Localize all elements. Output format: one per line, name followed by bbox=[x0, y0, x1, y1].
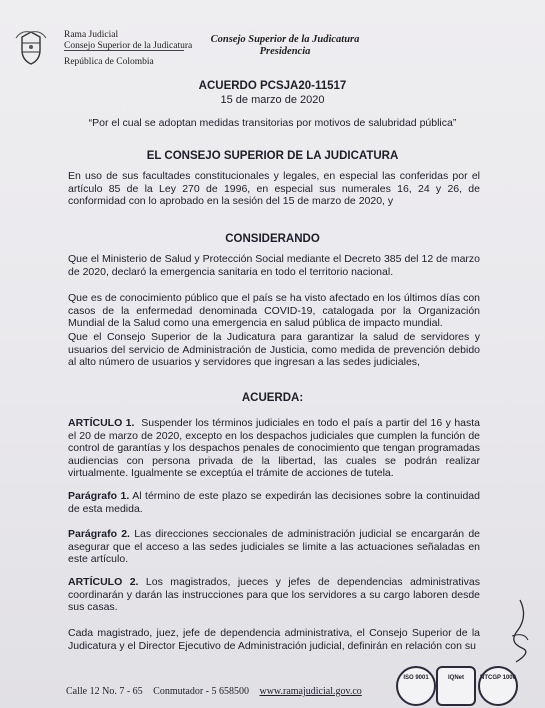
council-office: Presidencia bbox=[259, 46, 311, 57]
considerando-paragraph: Que el Consejo Superior de la Judicatura para garantizar la salud de servidores y usuarios del servicio de Administración de Justicia, como medida de prevención debido al alto número de usuarios y servidores que ingresan a las sedes judiciales, bbox=[68, 331, 480, 368]
issuing-organization bbox=[64, 30, 192, 68]
agreement-date: 15 de marzo de 2020 bbox=[220, 94, 325, 106]
article-label: ARTÍCULO 2. bbox=[68, 576, 139, 588]
agreement-subject: “Por el cual se adoptan medidas transitorias por motivos de salubridad pública” bbox=[88, 117, 457, 129]
paragraph-text: Al término de este plazo se expedirán las decisiones sobre la continuidad de esta medida. bbox=[68, 490, 480, 515]
article-text: Los magistrados, jueces y jefes de dependencias administrativas coordinarán y darán las instrucciones para que los servidores a su cargo laboren desde sus casas. bbox=[68, 576, 480, 613]
considerando-paragraph: Que el Ministerio de Salud y Protección Social mediante el Decreto 385 del 12 de marzo de 2020, declaró la emergencia sanitaria en todo el territorio nacional. bbox=[68, 253, 480, 278]
badge-label: NTCGP 1000 bbox=[480, 675, 516, 681]
issuing-body-heading: EL CONSEJO SUPERIOR DE LA JUDICATURA bbox=[146, 150, 399, 162]
iqnet-certification-badge bbox=[436, 666, 476, 706]
org-line: Consejo Superior de la Judicatura bbox=[64, 40, 193, 51]
footer-phone: Conmutador - 5 658500 bbox=[153, 686, 249, 697]
footer-website-link[interactable]: www.ramajudicial.gov.co bbox=[259, 686, 362, 697]
paragraph-label: Parágrafo 2. bbox=[68, 528, 130, 540]
article-1 bbox=[68, 417, 480, 480]
org-line: Rama Judicial bbox=[64, 30, 119, 40]
coat-of-arms-icon bbox=[12, 28, 50, 68]
article-text: Suspender los términos judiciales en todo el país a partir del 16 y hasta el 20 de marzo de 2020, excepto en los despachos judiciales que cumplen la función de control de garantías y los despachos penales de conocimiento que tengan programadas audiencias con persona privada de la libertad, las cuales se podrán realizar virtualmente. Igualmente se exceptúa el trámite de acciones de tutela. bbox=[68, 417, 481, 479]
footer bbox=[66, 686, 370, 697]
org-line: República de Colombia bbox=[64, 57, 154, 67]
council-name: Consejo Superior de la Judicatura bbox=[210, 34, 360, 45]
signature-mark bbox=[498, 596, 538, 666]
iso-certification-badge bbox=[396, 666, 436, 706]
ntcgp-certification-badge bbox=[478, 666, 518, 706]
article-2 bbox=[68, 576, 480, 614]
considerando-paragraph: Que es de conocimiento público que el país se ha visto afectado en los últimos días con casos de la enfermedad denominada COVID-19, catalogada por la Organización Mundial de la Salud como una emergencia en salud pública de impacto mundial. bbox=[68, 292, 480, 329]
agreement-number: ACUERDO PCSJA20-11517 bbox=[198, 80, 347, 92]
acuerda-heading: ACUERDA: bbox=[241, 392, 304, 404]
badge-label: IQNet bbox=[447, 675, 464, 681]
council-header bbox=[200, 34, 370, 58]
paragraph-1 bbox=[68, 490, 480, 515]
closing-paragraph: Cada magistrado, juez, jefe de dependencia administrativa, el Consejo Superior de la Judicatura y el Director Ejecutivo de Administración judicial, definirán en relación con su bbox=[68, 627, 480, 652]
paragraph-label: Parágrafo 1. bbox=[68, 490, 130, 502]
footer-address: Calle 12 No. 7 - 65 bbox=[66, 686, 143, 697]
paragraph-text: Las direcciones seccionales de administración judicial se encargarán de asegurar que el acceso a las sedes judiciales se limite a las actuaciones señaladas en este artículo. bbox=[68, 528, 481, 565]
article-label: ARTÍCULO 1. bbox=[68, 417, 135, 429]
intro-paragraph: En uso de sus facultades constitucionales y legales, en especial las conferidas por el artículo 85 de la Ley 270 de 1996, en especial sus numerales 16, 24 y 26, de conformidad con lo aprobado en la sesión del 15 de marzo de 2020, y bbox=[68, 170, 480, 207]
paragraph-2 bbox=[68, 528, 480, 566]
badge-label: ISO 9001 bbox=[403, 675, 429, 681]
considerando-heading: CONSIDERANDO bbox=[225, 233, 320, 245]
divider bbox=[64, 50, 184, 51]
